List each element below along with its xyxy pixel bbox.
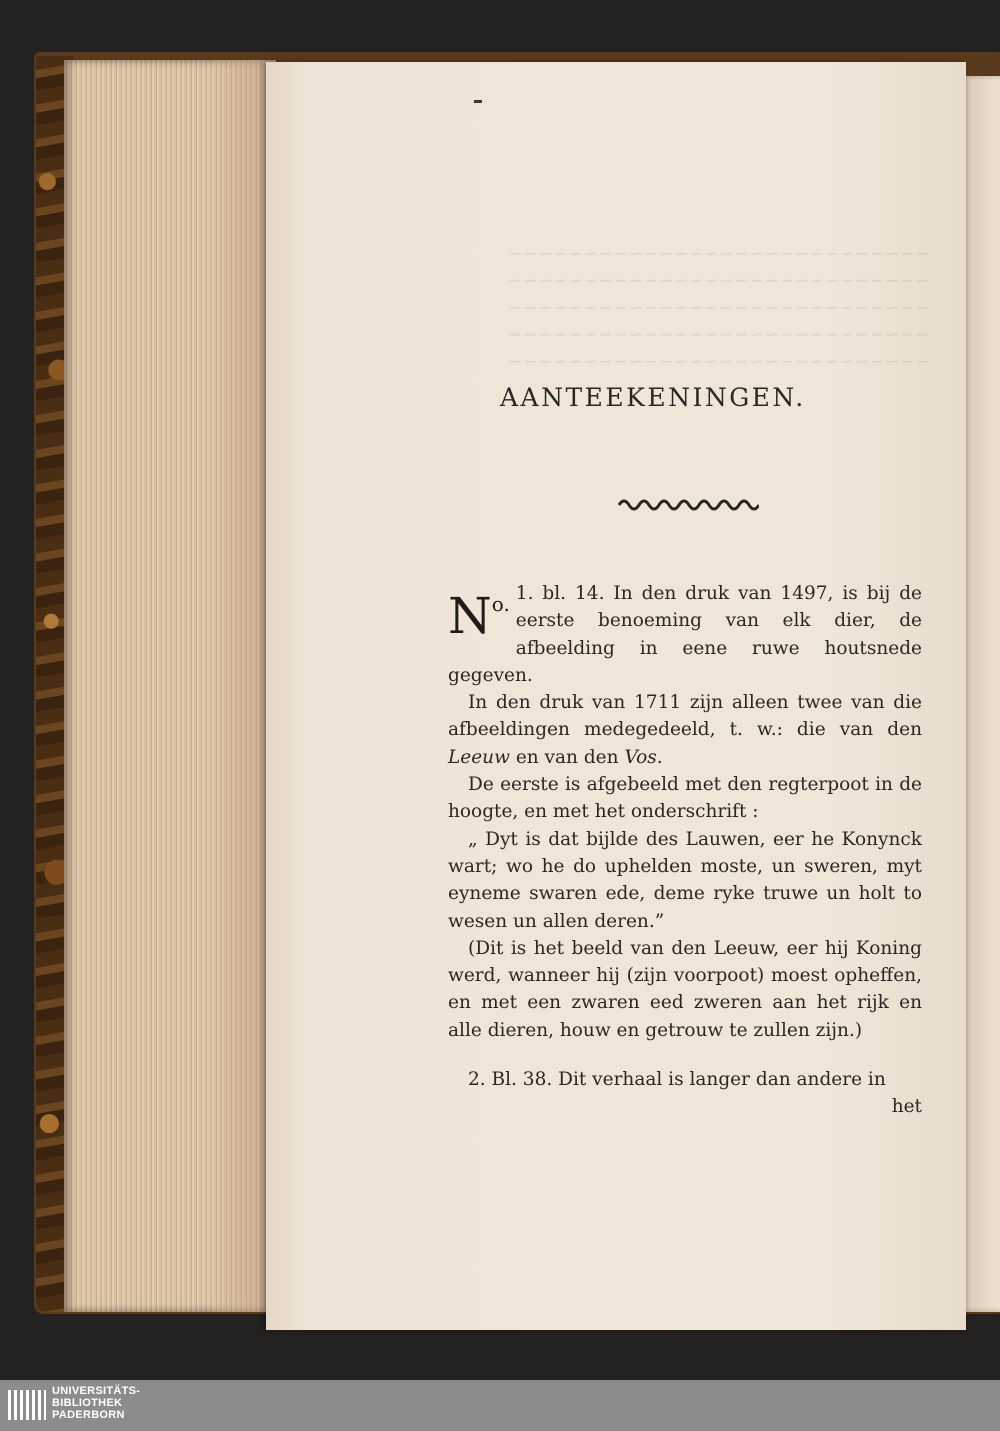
ink-mark [474,100,482,103]
page-stack-edge [64,60,276,1312]
paragraph-5: (Dit is het beeld van den Leeuw, eer hij Koning werd, wanneer hij (zijn voorpoot) moest opheffen, en met een zwaren eed zweren aan het rijk en alle dieren, houw en getrouw te zullen zijn.) [448,937,922,1041]
bleed-through-text: ~~~~~~~~~~~~~~~~~~~~~~~~~~~~ ~~~~~~~~~~~~~~~~~~~~~~~~~~~~ ~~~~~~~~~~~~~~~~~~~~~~~~~~~~ ~~~~~~~~~~~~~~~~~~~~~~~~~~~~ ~~~~~~~~~~~~~~~~~~~~~~~~~~~~ [507,243,930,372]
library-logo-icon [6,1386,46,1424]
italic-leeuw: Leeuw [448,746,510,768]
library-name: UNIVERSITÄTS- BIBLIOTHEK PADERBORN [52,1385,141,1421]
catchword: het [891,1096,922,1118]
paragraph-6: 2. Bl. 38. Dit verhaal is langer dan andere in [468,1069,886,1091]
next-page-edge [962,76,1000,1312]
page-body [448,580,922,1121]
paragraph-2: In den druk van 1711 zijn alleen twee van die afbeeldingen medegedeeld, t. w.: die van den Leeuw en van den Vos. [448,692,922,768]
ornament-divider [617,495,759,511]
paragraph-4: „ Dyt is dat bijlde des Lauwen, eer he Konynck wart; wo he do uphelden moste, un sweren, myt eyneme swaren ede, deme ryke truwe un holt to wesen un allen deren.” [448,828,922,932]
paragraph-1: $N^{o.}$ 1. bl. 14. In den druk van 1497, is bij de eerste benoeming van elk dier, de afbeelding in eene ruwe houtsnede gegeven. [448,583,922,686]
paragraph-3: De eerste is afgebeeld met den regterpoot in de hoogte, en met het onderschrift : [448,774,922,823]
library-footer-bar [0,1380,1000,1431]
dropcap: $N^{o.}$ [448,587,510,645]
page-title: AANTEEKENINGEN. [500,383,806,412]
italic-vos: Vos. [624,746,663,768]
